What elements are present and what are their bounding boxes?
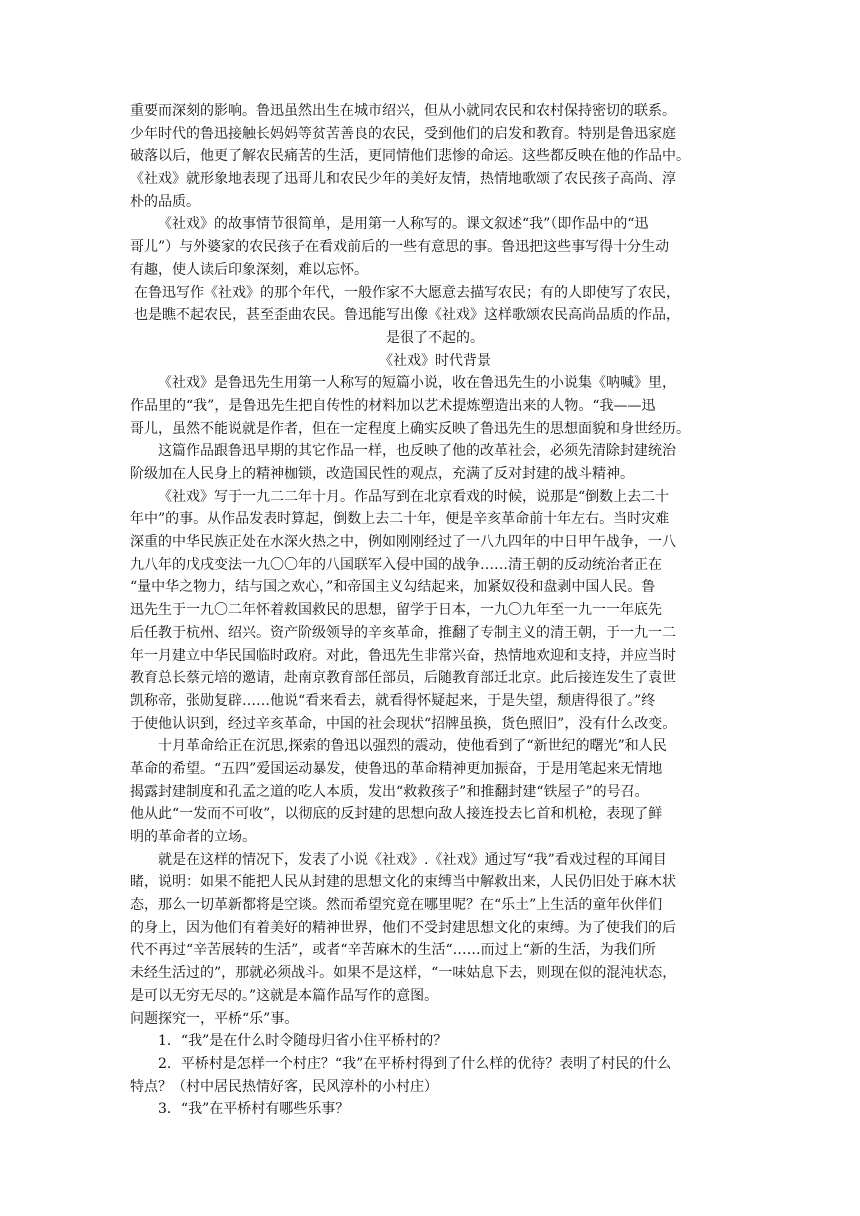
text-line: 问题探究一，平桥“乐”事。: [130, 1010, 299, 1027]
text-line: 《社戏》的故事情节很简单，是用第一人称写的。课文叙述“我”（即作品中的“迅: [158, 216, 649, 233]
text-line: 特点？（村中居民热情好客，民风淳朴的小村庄）: [130, 1078, 438, 1095]
text-line: 他从此“一发而不可收”，以彻底的反封建的思想向敌人接连投去匕首和机枪，表现了鲜: [130, 806, 663, 823]
text-line: 2．平桥村是怎样一个村庄？“我”在平桥村得到了什么样的优待？表明了村民的什么: [158, 1055, 672, 1072]
text-line: 后任教于杭州、绍兴。资产阶级领导的辛亥革命，推翻了专制主义的清王朝，于一九一二: [130, 624, 676, 641]
text-line: 《社戏》写于一九二二年十月。作品写到在北京看戏的时候，说那是“倒数上去二十: [158, 488, 670, 505]
text-line: 态，那么一切革新都将是空谈。然而希望究竟在哪里呢？在“乐土”上生活的童年伙伴们: [130, 897, 663, 914]
text-line: 的身上，因为他们有着美好的精神世界，他们不受封建思想文化的束缚。为了使我们的后: [130, 919, 676, 936]
text-line: 年中”的事。从作品发表时算起，倒数上去二十年，便是辛亥革命前十年左右。当时灾难: [130, 511, 670, 528]
text-line: 革命的希望。“五四”爱国运动暴发，使鲁迅的革命精神更加振奋，于是用笔起来无情地: [130, 760, 663, 777]
text-line: 年一月建立中华民国临时政府。对此，鲁迅先生非常兴奋，热情地欢迎和支持，并应当时: [130, 647, 676, 664]
section-heading: 《社戏》时代背景: [379, 352, 491, 369]
text-line: 凯称帝，张勋复辟……他说“看来看去，就看得怀疑起来，于是失望，颓唐得很了。”终: [130, 692, 656, 709]
text-line: 深重的中华民族正处在水深火热之中，例如刚刚经过了一八九四年的中日甲午战争，一八: [130, 534, 676, 551]
text-line: 3．“我”在平桥村有哪些乐事？: [158, 1101, 350, 1118]
text-line: 朴的品质。: [130, 193, 200, 210]
text-line: 也是瞧不起农民，甚至歪曲农民。鲁迅能写出像《社戏》这样歌颂农民高尚品质的作品，: [134, 307, 680, 324]
text-line: 迅先生于一九〇二年怀着救国救民的思想，留学于日本，一九〇九年至一九一一年底先: [130, 602, 662, 619]
text-line: “量中华之物力，结与国之欢心，”和帝国主义勾结起来，加紧奴役和盘剥中国人民。鲁: [130, 579, 656, 596]
text-line: 有趣，使人读后印象深刻，难以忘怀。: [130, 261, 368, 278]
text-line: 于使他认识到，经过辛亥革命，中国的社会现状“招牌虽换，货色照旧”，没有什么改变。: [130, 715, 677, 732]
text-line: 哥儿，虽然不能说就是作者，但在一定程度上确实反映了鲁迅先生的思想面貌和身世经历。: [130, 420, 690, 437]
text-line: 阶级加在人民身上的精神枷锁，改造国民性的观点，充满了反对封建的战斗精神。: [130, 466, 634, 482]
text-line: 哥儿”）与外婆家的农民孩子在看戏前后的一些有意思的事。鲁迅把这些事写得十分生动: [130, 239, 670, 256]
text-line: 是很了不起的。: [386, 329, 484, 346]
text-line: 就是在这样的情况下，发表了小说《社戏》.《社戏》通过写“我”看戏过程的耳闻目: [158, 851, 667, 868]
text-line: 《社戏》是鲁迅先生用第一人称写的短篇小说，收在鲁迅先生的小说集《呐喊》里，: [158, 375, 676, 392]
text-line: 代不再过“辛苦展转的生活”，或者“辛苦麻木的生活“……而过上“新的生活，为我们所: [130, 942, 656, 959]
text-line: 是可以无穷无尽的。”这就是本篇作品写作的意图。: [130, 987, 439, 1004]
text-line: 重要而深刻的影响。鲁迅虽然出生在城市绍兴，但从小就同农民和农村保持密切的联系。: [130, 103, 676, 119]
text-line: 1．“我”是在什么时令随母归省小住平桥村的？: [158, 1033, 448, 1050]
text-line: 未经生活过的”，那就必须战斗。如果不是这样，“一味姑息下去，则现在似的混沌状态，: [130, 965, 677, 982]
text-line: 睹，说明：如果不能把人民从封建的思想文化的束缚当中解救出来，人民仍旧处于麻木状: [130, 874, 676, 891]
text-line: 作品里的“我”，是鲁迅先生把自传性的材料加以艺术提炼塑造出来的人物。“我——迅: [130, 397, 656, 414]
text-line: 破落以后，他更了解农民痛苦的生活，更同情他们悲惨的命运。这些都反映在他的作品中。: [130, 148, 690, 165]
text-line: 九八年的戊戌变法一九〇〇年的八国联军入侵中国的战争……清王朝的反动统治者正在: [130, 556, 662, 573]
document-body: [130, 100, 740, 1121]
text-line: 十月革命给正在沉思,探索的鲁迅以强烈的震动，使他看到了“新世纪的曙光”和人民: [158, 738, 667, 755]
text-line: 教育总长蔡元培的邀请，赴南京教育部任部员，后随教育部迁北京。此后接连发生了袁世: [130, 670, 676, 687]
text-line: 在鲁迅写作《社戏》的那个年代，一般作家不大愿意去描写农民；有的人即使写了农民，: [134, 284, 680, 301]
text-line: 这篇作品跟鲁迅早期的其它作品一样，也反映了他的改革社会，必须先清除封建统治: [158, 443, 676, 460]
text-line: 少年时代的鲁迅接触长妈妈等贫苦善良的农民，受到他们的启发和教育。特别是鲁迅家庭: [130, 125, 676, 142]
text-line: 揭露封建制度和孔孟之道的吃人本质，发出“救救孩子”和推翻封建“铁屋子”的号召。: [130, 783, 649, 800]
text-line: 明的革命者的立场。: [130, 829, 256, 845]
text-line: 《社戏》就形象地表现了迅哥儿和农民少年的美好友情，热情地歌颂了农民孩子高尚、淳: [130, 171, 676, 188]
